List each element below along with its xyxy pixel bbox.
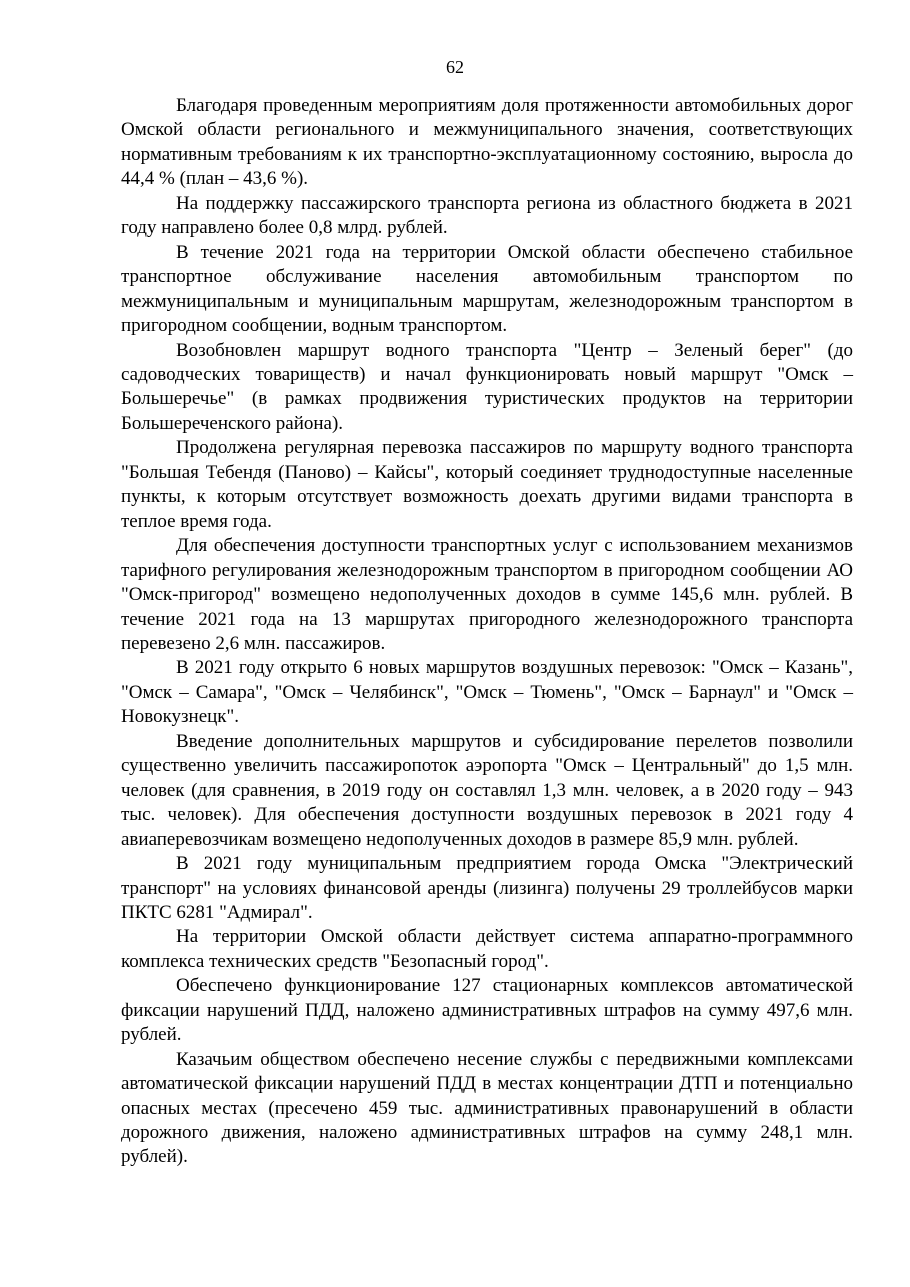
paragraph-passenger-support: На поддержку пассажирского транспорта региона из областного бюджета в 2021 году направлено более 0,8 млрд. рублей. [121, 192, 853, 239]
paragraph-road-standards: Благодаря проведенным мероприятиям доля протяженности автомобильных дорог Омской области регионального и межмуниципального значения, соответствующих нормативным требованиям к их транспортно-эксплуатационному состоянию, выросла до 44,4 % (план – 43,6 %). [121, 95, 853, 190]
paragraph-air-routes: В 2021 году открыто 6 новых маршрутов воздушных перевозок: "Омск – Казань", "Омск – Самара", "Омск – Челябинск", "Омск – Тюмень", "Омск – Барнаул" и "Омск – Новокузнецк". [121, 657, 853, 728]
paragraph-water-routes: Возобновлен маршрут водного транспорта "Центр – Зеленый берег" (до садоводческих товариществ) и начал функционировать новый маршрут "Омск – Большеречье" (в рамках продвижения туристических продуктов на территории Большереченского района). [121, 339, 853, 434]
paragraph-transport-service: В течение 2021 года на территории Омской области обеспечено стабильное транспортное обслуживание населения автомобильным транспортом по межмуниципальным и муниципальным маршрутам, железнодорожным транспортом в пригородном сообщении, водным транспортом. [121, 241, 853, 337]
document-body [121, 94, 853, 1170]
paragraph-mobile-cameras: Казачьим обществом обеспечено несение службы с передвижными комплексами автоматической фиксации нарушений ПДД в местах концентрации ДТП и потенциально опасных местах (пресечено 459 тыс. административных правонарушений в области дорожного движения, наложено административных штрафов на сумму 248,1 млн. рублей). [121, 1048, 853, 1168]
paragraph-stationary-cameras: Обеспечено функционирование 127 стационарных комплексов автоматической фиксации нарушений ПДД, наложено административных штрафов на сумму 497,6 млн. рублей. [121, 975, 853, 1046]
paragraph-tebendya-route: Продолжена регулярная перевозка пассажиров по маршруту водного транспорта "Большая Тебендя (Паново) – Кайсы", который соединяет труднодоступные населенные пункты, к которым отсутствует возможность доехать другими видами транспорта в теплое время года. [121, 437, 853, 532]
paragraph-suburban-rail: Для обеспечения доступности транспортных услуг с использованием механизмов тарифного регулирования железнодорожным транспортом в пригородном сообщении АО "Омск-пригород" возмещено недополученных доходов в сумме 145,6 млн. рублей. В течение 2021 года на 13 маршрутах пригородного железнодорожного транспорта перевезено 2,6 млн. пассажиров. [121, 535, 853, 654]
paragraph-airport-traffic: Введение дополнительных маршрутов и субсидирование перелетов позволили существенно увеличить пассажиропоток аэропорта "Омск – Центральный" до 1,5 млн. человек (для сравнения, в 2019 году он составлял 1,3 млн. человек, а в 2020 году – 943 тыс. человек). Для обеспечения доступности воздушных перевозок в 2021 году 4 авиаперевозчикам возмещено недополученных доходов в размере 85,9 млн. рублей. [121, 730, 853, 850]
page-number: 62 [446, 57, 464, 77]
paragraph-safe-city: На территории Омской области действует система аппаратно-программного комплекса технических средств "Безопасный город". [121, 926, 853, 972]
paragraph-trolleybuses: В 2021 году муниципальным предприятием города Омска "Электрический транспорт" на условиях финансовой аренды (лизинга) получены 29 троллейбусов марки ПКТС 6281 "Адмирал". [121, 853, 853, 923]
